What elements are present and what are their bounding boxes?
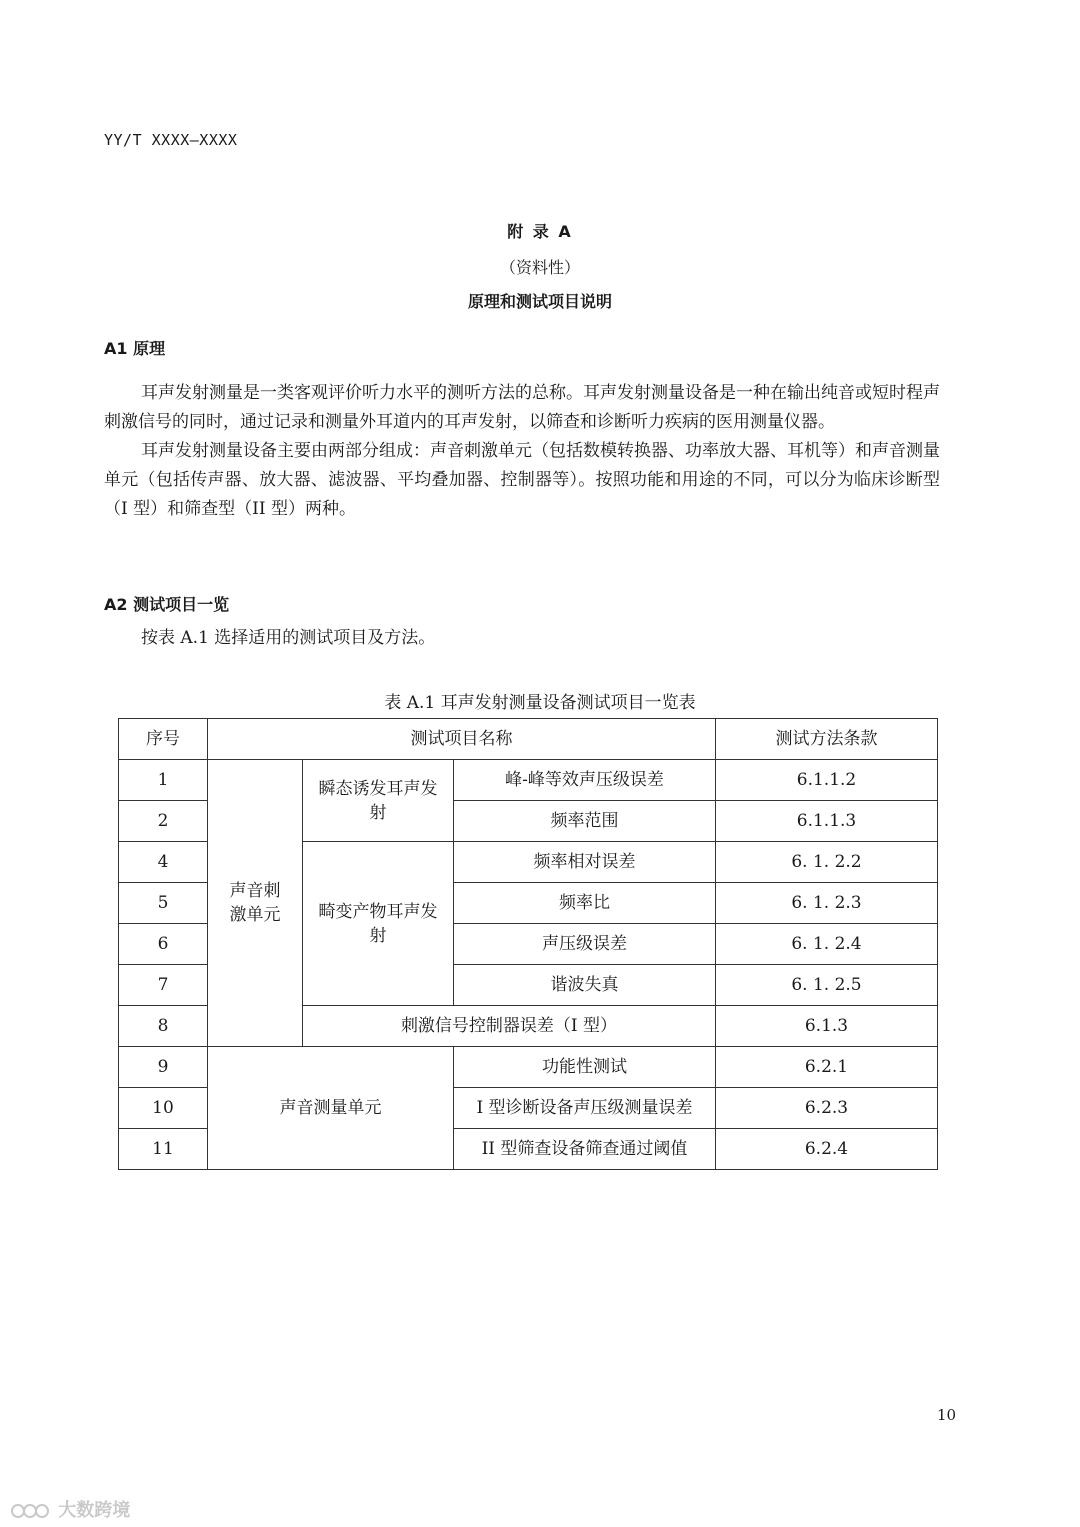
row-clause: 6.2.3	[716, 1088, 938, 1129]
row-item: 刺激信号控制器误差（I 型）	[303, 1006, 716, 1047]
row-clause: 6.1.3	[716, 1006, 938, 1047]
row-index: 10	[119, 1088, 208, 1129]
section-a2-heading: A2 测试项目一览	[104, 595, 230, 614]
row-clause: 6.2.4	[716, 1129, 938, 1170]
row-index: 7	[119, 965, 208, 1006]
row-clause: 6. 1. 2.2	[716, 842, 938, 883]
row-clause: 6.1.1.3	[716, 801, 938, 842]
a1-paragraph-2: 耳声发射测量设备主要由两部分组成：声音刺激单元（包括数模转换器、功率放大器、耳机等）和声音测量单元（包括传声器、放大器、滤波器、平均叠加器、控制器等）。按照功能和用途的不同，可以分为临床诊断型（I 型）和筛查型（II 型）两种。	[104, 441, 940, 519]
row-item: 频率范围	[454, 801, 716, 842]
row-item: I 型诊断设备声压级测量误差	[454, 1088, 716, 1129]
row-index: 11	[119, 1129, 208, 1170]
row-index: 2	[119, 801, 208, 842]
row-clause: 6. 1. 2.4	[716, 924, 938, 965]
watermark-logo-icon	[10, 1501, 50, 1521]
row-item: 频率比	[454, 883, 716, 924]
row-item: 功能性测试	[454, 1047, 716, 1088]
watermark-text: 大数跨境	[58, 1500, 131, 1521]
subgroup-dpoae: 畸变产物耳声发射	[303, 842, 454, 1006]
row-item: 声压级误差	[454, 924, 716, 965]
row-index: 9	[119, 1047, 208, 1088]
appendix-title: 附 录 A	[507, 222, 573, 241]
subgroup-teoae: 瞬态诱发耳声发射	[303, 760, 454, 842]
row-item: 峰-峰等效声压级误差	[454, 760, 716, 801]
row-index: 8	[119, 1006, 208, 1047]
row-index: 5	[119, 883, 208, 924]
table-header-row	[119, 719, 938, 760]
document-code: YY/T XXXX—XXXX	[104, 131, 238, 149]
section-a2-body	[104, 624, 940, 653]
table-row	[119, 760, 938, 801]
header-item-name: 测试项目名称	[208, 719, 716, 760]
table-caption: 表 A.1 耳声发射测量设备测试项目一览表	[384, 693, 696, 713]
row-index: 6	[119, 924, 208, 965]
row-item: II 型筛查设备筛查通过阈值	[454, 1129, 716, 1170]
row-clause: 6.2.1	[716, 1047, 938, 1088]
test-items-table	[118, 718, 938, 1170]
row-clause: 6.1.1.2	[716, 760, 938, 801]
header-method-clause: 测试方法条款	[716, 719, 938, 760]
section-a1-body	[104, 379, 940, 524]
row-index: 4	[119, 842, 208, 883]
table-row	[119, 1047, 938, 1088]
row-index: 1	[119, 760, 208, 801]
watermark	[10, 1496, 130, 1522]
row-item: 谐波失真	[454, 965, 716, 1006]
row-clause: 6. 1. 2.5	[716, 965, 938, 1006]
header-index: 序号	[119, 719, 208, 760]
section-a1-heading: A1 原理	[104, 339, 166, 358]
appendix-subject: 原理和测试项目说明	[467, 292, 612, 311]
appendix-nature: （资料性）	[499, 258, 580, 277]
a1-paragraph-1: 耳声发射测量是一类客观评价听力水平的测听方法的总称。耳声发射测量设备是一种在输出纯音或短时程声刺激信号的同时，通过记录和测量外耳道内的耳声发射，以筛查和诊断听力疾病的医用测量仪器。	[104, 383, 940, 432]
a2-intro: 按表 A.1 选择适用的测试项目及方法。	[141, 628, 436, 648]
page-number: 10	[937, 1406, 957, 1424]
group-measurement-unit: 声音测量单元	[208, 1047, 454, 1170]
group-stimulus-unit: 声音刺激单元	[208, 760, 303, 1047]
row-clause: 6. 1. 2.3	[716, 883, 938, 924]
row-item: 频率相对误差	[454, 842, 716, 883]
